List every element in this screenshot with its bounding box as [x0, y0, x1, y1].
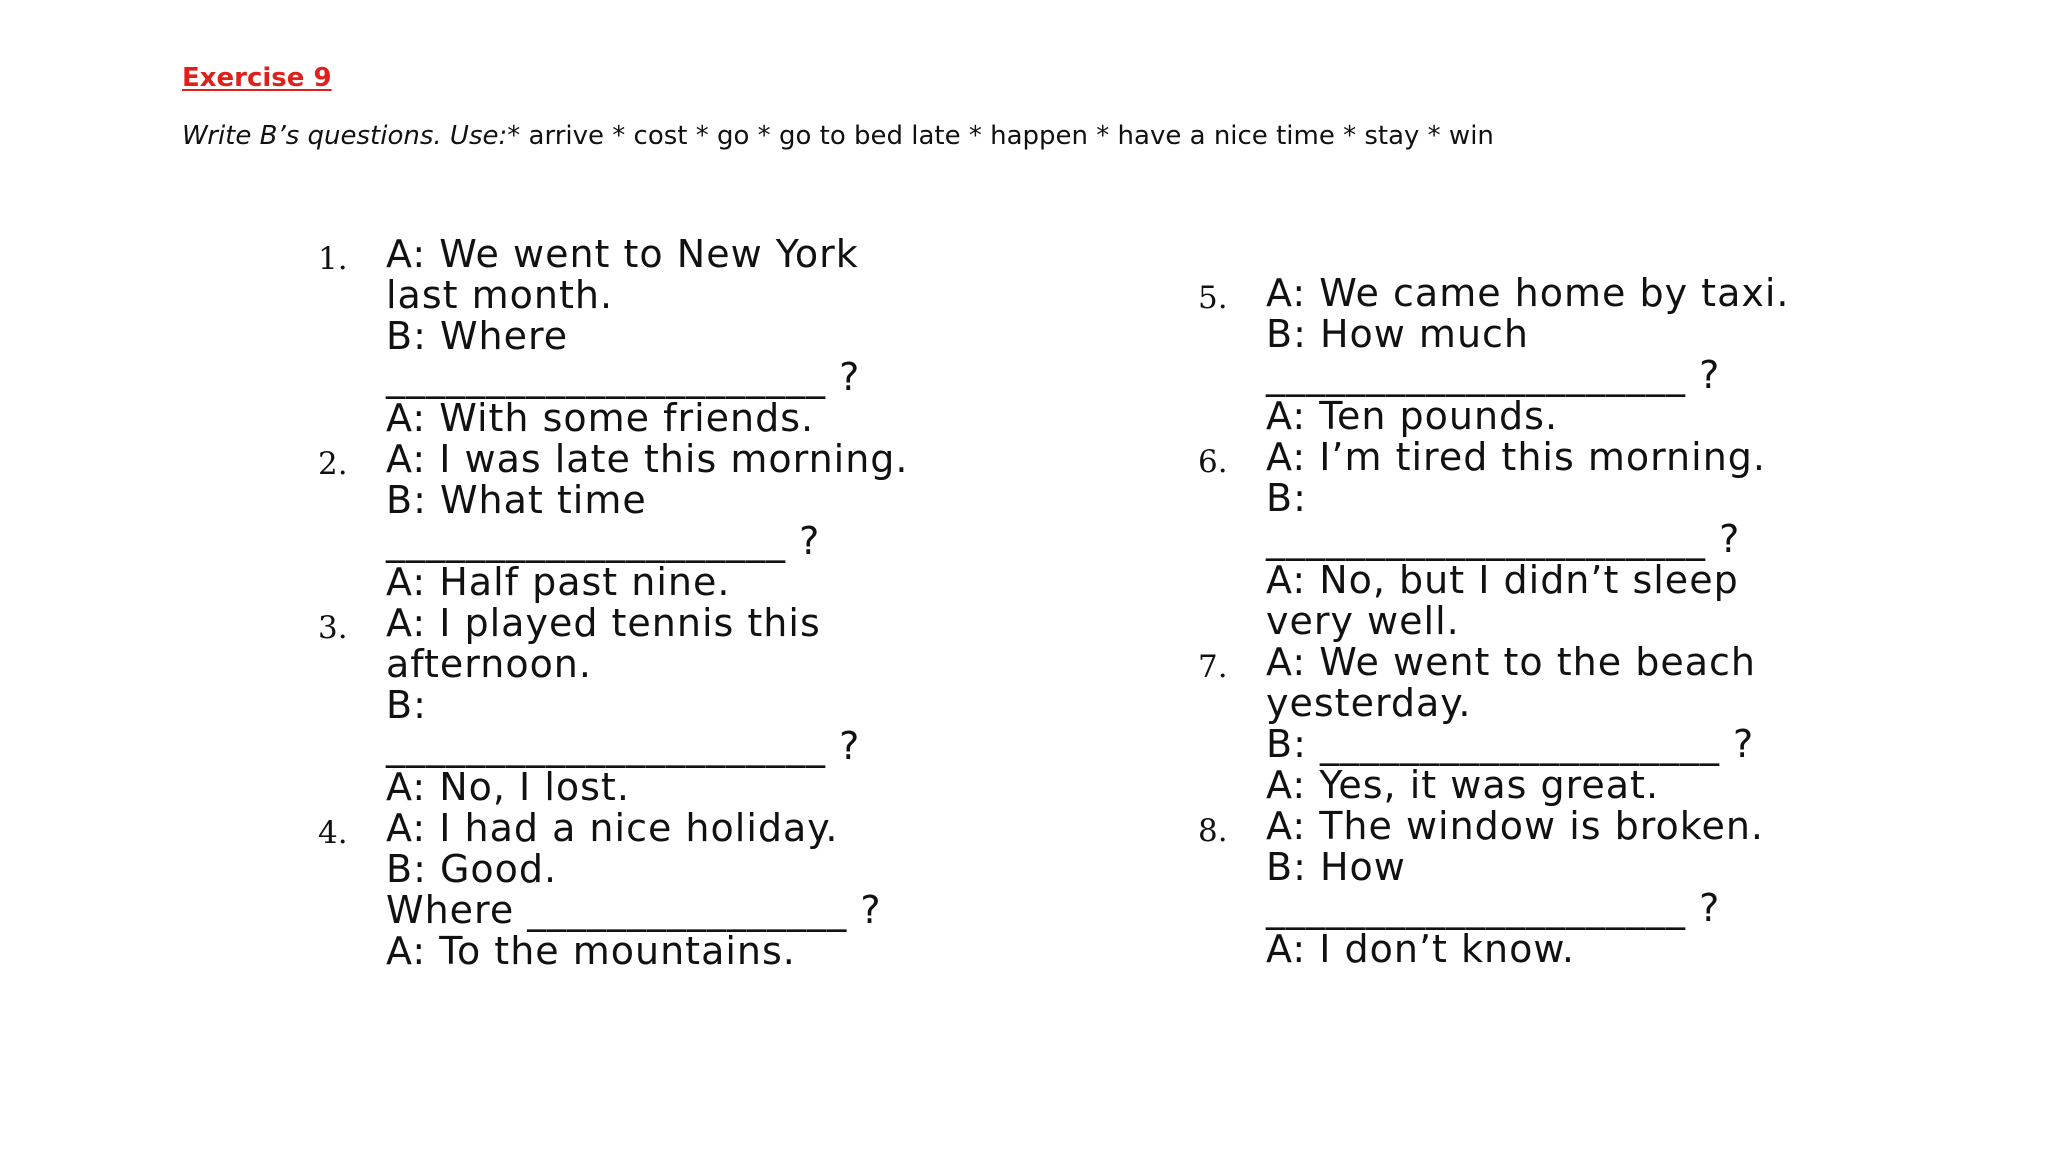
- dialogue-line: A: Ten pounds.: [1266, 394, 1559, 438]
- dialogue-line: A: I’m tired this morning.: [1266, 435, 1766, 479]
- item-number: 4.: [318, 815, 348, 851]
- exercise-title: Exercise 9: [182, 63, 332, 93]
- dialogue-line: B: How: [1266, 845, 1406, 889]
- dialogue-line: A: I was late this morning.: [386, 437, 909, 481]
- item-number: 6.: [1198, 444, 1228, 480]
- dialogue-line: A: No, I lost.: [386, 765, 630, 809]
- exercise-item-2: [318, 439, 909, 603]
- item-number: 1.: [318, 241, 348, 277]
- dialogue-line: last month.: [386, 273, 614, 317]
- answer-blank-line: ____________________ ?: [386, 519, 821, 563]
- exercise-item-6: [1198, 437, 1789, 642]
- exercise-item-4: [318, 808, 909, 972]
- dialogue-line: B: How much: [1266, 312, 1530, 356]
- dialogue-line: A: With some friends.: [386, 396, 815, 440]
- dialogue-line: A: The window is broken.: [1266, 804, 1764, 848]
- item-number: 3.: [318, 610, 348, 646]
- instruction-text: [182, 120, 1494, 152]
- instruction-word-list: * arrive * cost * go * go to bed late * happen * have a nice time * stay * win: [507, 121, 1494, 151]
- dialogue-line: A: We came home by taxi.: [1266, 271, 1790, 315]
- instruction-lead: Write B’s questions. Use:: [182, 121, 508, 151]
- item-number: 2.: [318, 446, 348, 482]
- dialogue-line: A: Half past nine.: [386, 560, 731, 604]
- exercise-item-7: [1198, 642, 1789, 806]
- dialogue-line: B:: [386, 683, 427, 727]
- answer-blank-line: ______________________ ?: [386, 355, 861, 399]
- answer-blank-line: Where ________________ ?: [386, 888, 882, 932]
- dialogue-line: A: I played tennis this: [386, 601, 821, 645]
- dialogue-line: A: No, but I didn’t sleep: [1266, 558, 1739, 602]
- exercise-item-8: [1198, 806, 1789, 970]
- exercise-item-1: [318, 234, 909, 439]
- answer-blank-line: _____________________ ?: [1266, 353, 1721, 397]
- dialogue-line: B: Where: [386, 314, 569, 358]
- answer-blank-line: ______________________ ?: [386, 724, 861, 768]
- dialogue-line: A: To the mountains.: [386, 929, 796, 973]
- dialogue-line: B:: [1266, 476, 1307, 520]
- dialogue-line: A: I had a nice holiday.: [386, 806, 839, 850]
- left-column: [318, 234, 909, 972]
- dialogue-line: B: Good.: [386, 847, 558, 891]
- dialogue-line: A: I don’t know.: [1266, 927, 1576, 971]
- dialogue-line: B: What time: [386, 478, 647, 522]
- item-number: 7.: [1198, 649, 1228, 685]
- dialogue-line: yesterday.: [1266, 681, 1472, 725]
- dialogue-line: very well.: [1266, 599, 1460, 643]
- dialogue-line: A: Yes, it was great.: [1266, 763, 1660, 807]
- right-column: [1198, 273, 1789, 970]
- dialogue-line: afternoon.: [386, 642, 592, 686]
- exercise-item-5: [1198, 273, 1789, 437]
- answer-blank-line: B: ____________________ ?: [1266, 722, 1755, 766]
- dialogue-line: A: We went to the beach: [1266, 640, 1756, 684]
- dialogue-line: A: We went to New York: [386, 232, 859, 276]
- exercise-item-3: [318, 603, 909, 808]
- item-number: 8.: [1198, 813, 1228, 849]
- answer-blank-line: _____________________ ?: [1266, 886, 1721, 930]
- item-number: 5.: [1198, 280, 1228, 316]
- answer-blank-line: ______________________ ?: [1266, 517, 1741, 561]
